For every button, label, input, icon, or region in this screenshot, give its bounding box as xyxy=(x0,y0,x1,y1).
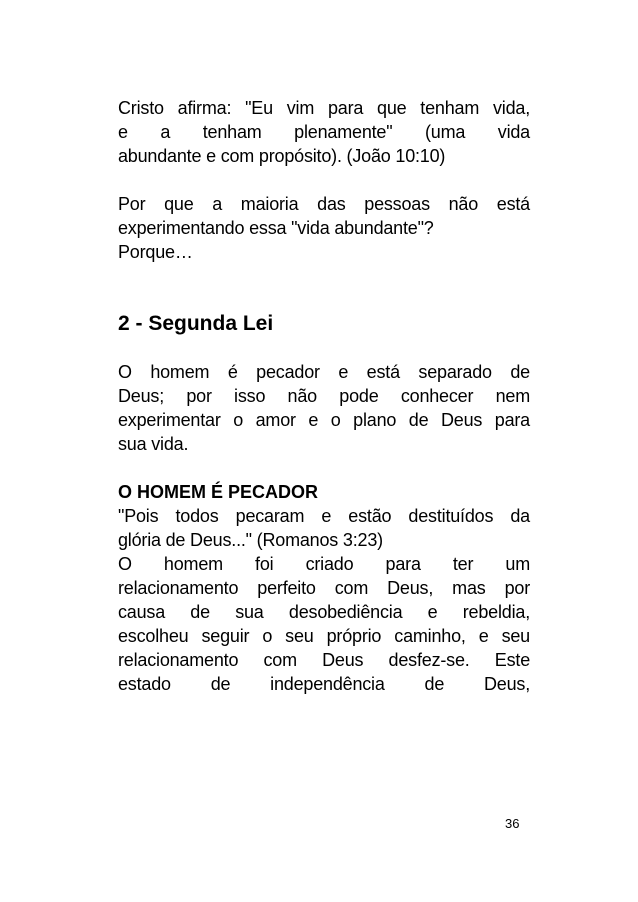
section-heading: 2 - Segunda Lei xyxy=(118,312,274,335)
intro-paragraph xyxy=(118,96,530,168)
body-line: relacionamento perfeito com Deus, mas por xyxy=(118,578,530,598)
body-paragraph xyxy=(118,504,530,696)
body-line: estado de independência de Deus, xyxy=(118,674,530,694)
body-line: escolheu seguir o seu próprio caminho, e seu xyxy=(118,626,530,646)
body-line: glória de Deus..." (Romanos 3:23) xyxy=(118,530,383,550)
body-line: "Pois todos pecaram e estão destituídos da xyxy=(118,506,530,526)
statement-line: O homem é pecador e está separado de xyxy=(118,362,530,382)
subheading: O HOMEM É PECADOR xyxy=(118,482,319,502)
body-line: relacionamento com Deus desfez-se. Este xyxy=(118,650,530,670)
question-line: experimentando essa "vida abundante"? xyxy=(118,218,434,238)
statement-paragraph xyxy=(118,360,530,456)
intro-line: abundante e com propósito). (João 10:10) xyxy=(118,146,446,166)
intro-line: e a tenham plenamente" (uma vida xyxy=(118,122,530,142)
page-number: 36 xyxy=(505,816,520,831)
intro-line: Cristo afirma: "Eu vim para que tenham vida, xyxy=(118,98,530,118)
question-line: Porque… xyxy=(118,242,193,262)
body-line: O homem foi criado para ter um xyxy=(118,554,530,574)
statement-line: experimentar o amor e o plano de Deus para xyxy=(118,410,530,430)
page-content xyxy=(118,96,530,696)
statement-line: Deus; por isso não pode conhecer nem xyxy=(118,386,530,406)
question-line: Por que a maioria das pessoas não está xyxy=(118,194,530,214)
question-paragraph xyxy=(118,192,530,264)
statement-line: sua vida. xyxy=(118,434,189,454)
body-line: causa de sua desobediência e rebeldia, xyxy=(118,602,530,622)
